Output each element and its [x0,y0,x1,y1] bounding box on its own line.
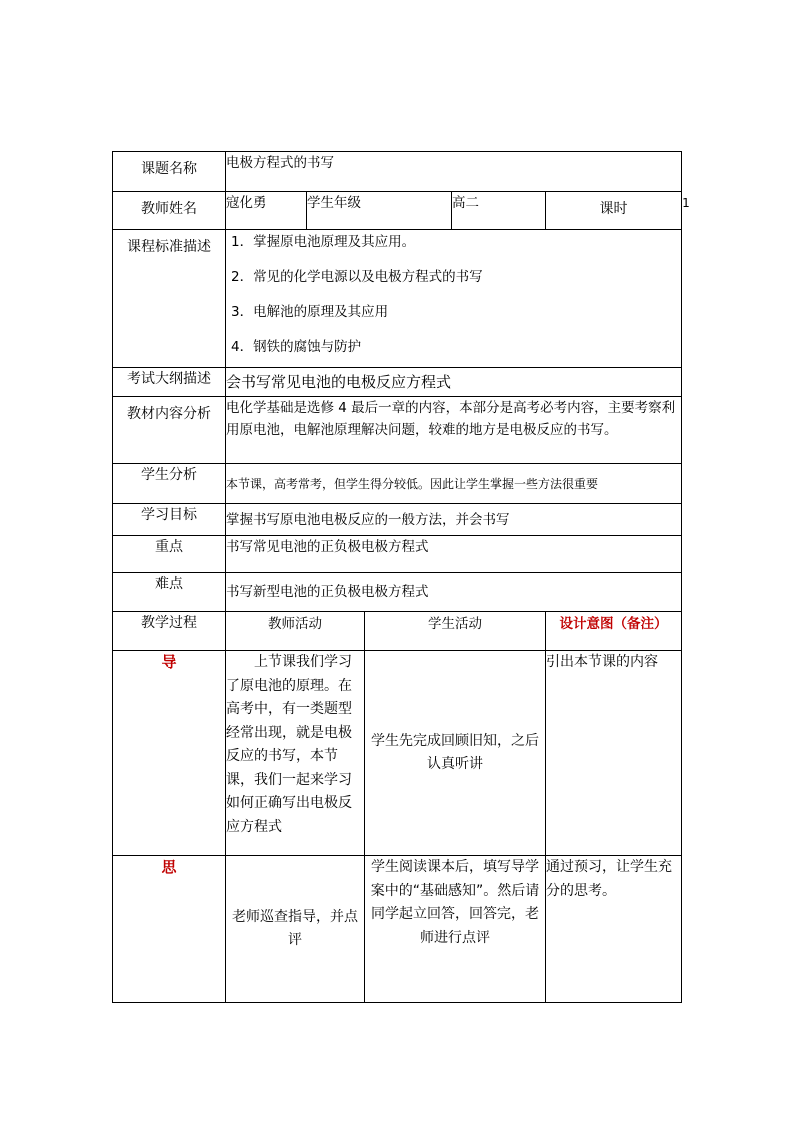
design-intent: 通过预习，让学生充分的思考。 [546,856,682,1003]
standards-item: 1．掌握原电池原理及其应用。 [231,234,416,250]
goal-row [113,504,682,536]
teacher-activity-header: 教师活动 [226,612,365,651]
standards-list [226,230,682,368]
process-row [113,651,682,856]
standards-row [113,230,682,368]
textbook-row [113,397,682,464]
course-label: 课题名称 [113,152,226,192]
hours-label: 课时 [546,192,682,230]
student-activity-header: 学生活动 [365,612,546,651]
student-activity: 学生阅读课本后，填写导学案中的“基础感知”。然后请同学起立回答，回答完，老师进行点评 [365,856,546,1003]
teacher-row: 教师姓名 寇化勇 学生年级 高二 课时 1 [113,192,682,230]
textbook-label: 教材内容分析 [113,397,226,464]
course-value: 电极方程式的书写 [226,152,682,192]
teacher-activity: 老师巡查指导，并点评 [226,856,365,1003]
exam-value: 会书写常见电池的电极反应方程式 [226,368,682,397]
difficulty-label: 难点 [113,573,226,612]
students-label: 学生分析 [113,464,226,504]
phase-label: 导 [113,651,226,856]
process-row [113,856,682,1003]
standards-item: 4．钢铁的腐蚀与防护 [231,339,362,355]
exam-label: 考试大纲描述 [113,368,226,397]
design-intent-header: 设计意图（备注） [546,612,682,651]
key-point-label: 重点 [113,536,226,573]
standards-item: 2．常见的化学电源以及电极方程式的书写 [231,269,483,285]
key-point-row [113,536,682,573]
grade-label: 学生年级 [307,192,452,230]
students-value: 本节课，高考常考，但学生得分较低。因此让学生掌握一些方法很重要 [226,464,682,504]
teacher-value: 寇化勇 [226,192,307,230]
design-intent: 引出本节课的内容 [546,651,682,856]
process-header-row [113,612,682,651]
textbook-value: 电化学基础是选修 4 最后一章的内容，本部分是高考必考内容，主要考察利用原电池，电解池原理解决问题，较难的地方是电极反应的书写。 [226,397,682,464]
course-row [113,152,682,192]
student-activity: 学生先完成回顾旧知，之后认真听讲 [365,651,546,856]
difficulty-row [113,573,682,612]
phase-label: 思 [113,856,226,1003]
lesson-plan-table [112,151,690,1003]
grade-value: 高二 [452,192,546,230]
goal-label: 学习目标 [113,504,226,536]
goal-value: 掌握书写原电池电极反应的一般方法，并会书写 [226,504,682,536]
teacher-label: 教师姓名 [113,192,226,230]
exam-row [113,368,682,397]
process-header: 教学过程 [113,612,226,651]
key-point-value: 书写常见电池的正负极电极方程式 [226,536,682,573]
standards-label: 课程标准描述 [113,230,226,368]
standards-item: 3．电解池的原理及其应用 [231,304,389,320]
students-row [113,464,682,504]
difficulty-value: 书写新型电池的正负极电极方程式 [226,573,682,612]
teacher-activity: 上节课我们学习了原电池的原理。在高考中，有一类题型经常出现，就是电极反应的书写，本节课，我们一起来学习如何正确写出电极反应方程式 [226,651,365,856]
